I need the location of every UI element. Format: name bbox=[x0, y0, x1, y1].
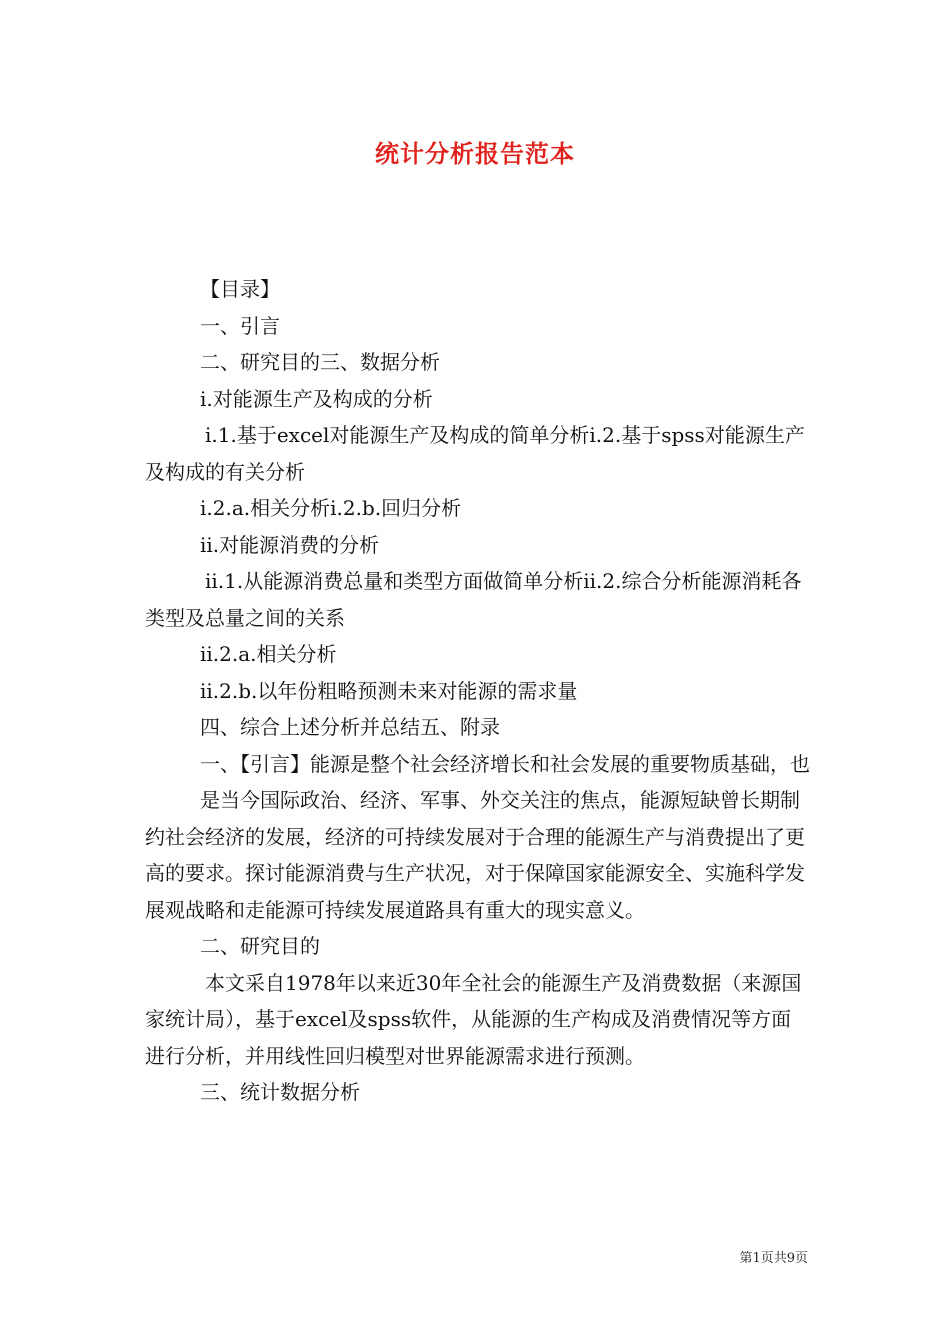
toc-item-summary-appendix: 四、综合上述分析并总结五、附录 bbox=[200, 715, 500, 739]
toc-item-production-regression: i.2.a.相关分析i.2.b.回归分析 bbox=[200, 496, 462, 520]
toc-item-consumption-forecast: ii.2.b.以年份粗略预测未来对能源的需求量 bbox=[200, 678, 578, 703]
purpose-paragraph: 本文采自1978年以来近30年全社会的能源生产及消费数据（来源国家统计局），基于excel及spss软件，从能源的生产构成及消费情况等方面进行分析，并用线性回归模型对世界能源需求进行预测。 bbox=[145, 970, 802, 1068]
document-body bbox=[145, 271, 810, 1111]
page-number: 第1页共9页 bbox=[739, 1251, 808, 1266]
intro-paragraph-body: 是当今国际政治、经济、军事、外交关注的焦点，能源短缺曾长期制约社会经济的发展，经济的可持续发展对于合理的能源生产与消费提出了更高的要求。探讨能源消费与生产状况，对于保障国家能源安全、实施科学发展观战略和走能源可持续发展道路具有重大的现实意义。 bbox=[145, 788, 805, 922]
toc-item-production-sub: i.1.基于excel对能源生产及构成的简单分析i.2.基于spss对能源生产及构成的有关分析 bbox=[145, 423, 805, 484]
toc-item-consumption-correlation: ii.2.a.相关分析 bbox=[200, 642, 337, 666]
toc-item-consumption: ii.对能源消费的分析 bbox=[200, 532, 380, 557]
toc-item-intro: 一、引言 bbox=[200, 313, 280, 338]
toc-item-production: i.对能源生产及构成的分析 bbox=[200, 386, 433, 411]
intro-paragraph-lead: 一、【引言】能源是整个社会经济增长和社会发展的重要物质基础，也 bbox=[200, 751, 810, 776]
toc-heading: 【目录】 bbox=[200, 277, 280, 301]
document-title: 统计分析报告范本 bbox=[375, 139, 575, 168]
purpose-heading: 二、研究目的 bbox=[200, 934, 320, 958]
toc-item-consumption-sub: ii.1.从能源消费总量和类型方面做简单分析ii.2.综合分析能源消耗各类型及总量之间的关系 bbox=[145, 569, 802, 630]
analysis-heading: 三、统计数据分析 bbox=[200, 1080, 360, 1104]
toc-item-purpose-analysis: 二、研究目的三、数据分析 bbox=[200, 350, 440, 374]
